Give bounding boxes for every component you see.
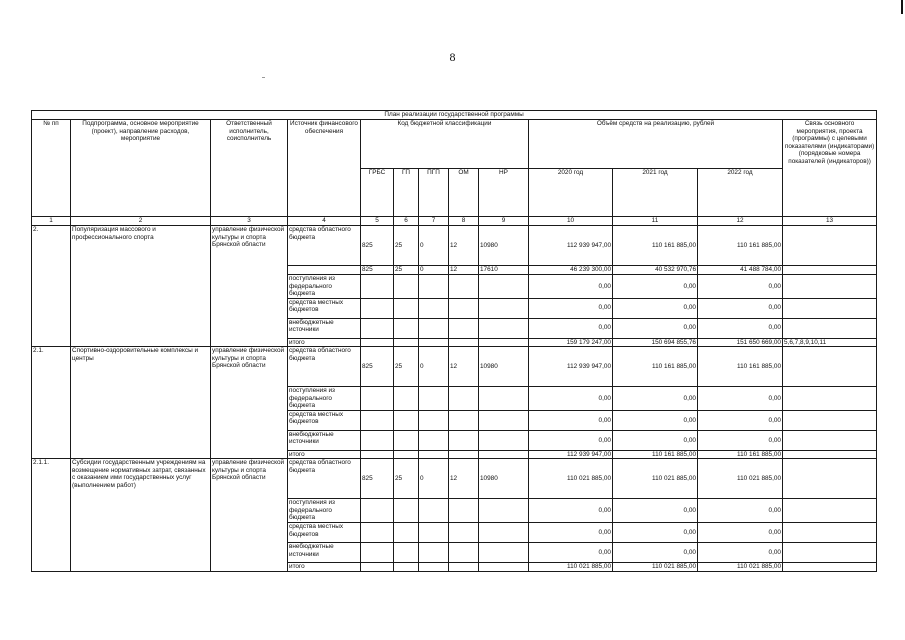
row-code-om: 12 bbox=[449, 266, 479, 275]
row-code-pgp bbox=[419, 318, 449, 338]
row-code-grbs bbox=[361, 338, 394, 347]
column-number: 2 bbox=[71, 217, 211, 226]
row-code-grbs bbox=[361, 450, 394, 459]
row-code-nr bbox=[479, 499, 529, 523]
row-code-pgp bbox=[419, 387, 449, 411]
header-grbs: ГРБС bbox=[361, 168, 394, 217]
row-executor: управление физической культуры и спорта Брянской области bbox=[211, 347, 288, 459]
row-code-grbs: 825 bbox=[361, 347, 394, 387]
table-title: План реализации государственной программы bbox=[32, 111, 877, 120]
row-amount-y2020: 0,00 bbox=[529, 298, 613, 318]
row-code-om bbox=[449, 450, 479, 459]
row-amount-y2020: 0,00 bbox=[529, 523, 613, 543]
row-code-grbs bbox=[361, 318, 394, 338]
scan-dot bbox=[262, 77, 265, 78]
row-amount-y2022: 110 161 885,00 bbox=[698, 226, 783, 266]
row-code-om bbox=[449, 499, 479, 523]
row-source: внебюджетные источники bbox=[288, 430, 361, 450]
row-code-gp bbox=[394, 338, 419, 347]
row-amount-y2020: 0,00 bbox=[529, 499, 613, 523]
row-code-grbs bbox=[361, 430, 394, 450]
row-link bbox=[783, 459, 877, 499]
row-link bbox=[783, 430, 877, 450]
row-code-grbs bbox=[361, 410, 394, 430]
row-code-om: 12 bbox=[449, 459, 479, 499]
row-amount-y2022: 0,00 bbox=[698, 387, 783, 411]
header-gp: ГП bbox=[394, 168, 419, 217]
row-code-gp bbox=[394, 410, 419, 430]
row-code-gp: 25 bbox=[394, 347, 419, 387]
row-source: средства местных бюджетов bbox=[288, 298, 361, 318]
table-row bbox=[32, 459, 877, 499]
row-code-gp: 25 bbox=[394, 266, 419, 275]
row-amount-y2020: 110 021 885,00 bbox=[529, 459, 613, 499]
row-code-grbs bbox=[361, 543, 394, 563]
row-link bbox=[783, 347, 877, 387]
row-amount-y2022: 0,00 bbox=[698, 275, 783, 299]
row-amount-y2021: 0,00 bbox=[613, 410, 698, 430]
row-code-nr bbox=[479, 338, 529, 347]
row-amount-y2020: 0,00 bbox=[529, 318, 613, 338]
row-number: 2.1.1. bbox=[32, 459, 71, 571]
row-number: 2.1. bbox=[32, 347, 71, 459]
header-no: № пп bbox=[32, 120, 71, 217]
row-code-gp bbox=[394, 430, 419, 450]
column-number: 4 bbox=[288, 217, 361, 226]
row-code-om bbox=[449, 338, 479, 347]
column-number: 11 bbox=[613, 217, 698, 226]
row-amount-y2022: 151 650 669,00 bbox=[698, 338, 783, 347]
row-code-om bbox=[449, 563, 479, 572]
row-code-om bbox=[449, 298, 479, 318]
row-amount-y2021: 0,00 bbox=[613, 318, 698, 338]
row-code-pgp: 0 bbox=[419, 347, 449, 387]
column-number: 7 bbox=[419, 217, 449, 226]
header-nr: НР bbox=[479, 168, 529, 217]
row-link bbox=[783, 523, 877, 543]
row-code-nr bbox=[479, 543, 529, 563]
row-source: поступления из федерального бюджета bbox=[288, 275, 361, 299]
row-link bbox=[783, 226, 877, 266]
row-amount-y2021: 110 161 885,00 bbox=[613, 450, 698, 459]
row-amount-y2022: 110 161 885,00 bbox=[698, 450, 783, 459]
row-code-pgp bbox=[419, 430, 449, 450]
row-amount-y2021: 150 694 855,76 bbox=[613, 338, 698, 347]
row-amount-y2022: 110 161 885,00 bbox=[698, 347, 783, 387]
row-code-pgp: 0 bbox=[419, 459, 449, 499]
row-code-gp: 25 bbox=[394, 459, 419, 499]
row-amount-y2022: 41 488 784,00 bbox=[698, 266, 783, 275]
row-code-gp bbox=[394, 523, 419, 543]
row-code-nr bbox=[479, 298, 529, 318]
row-code-pgp bbox=[419, 450, 449, 459]
column-number: 12 bbox=[698, 217, 783, 226]
row-name: Популяризация массового и профессионального спорта bbox=[71, 226, 211, 347]
row-amount-y2021: 0,00 bbox=[613, 543, 698, 563]
row-code-nr: 10980 bbox=[479, 347, 529, 387]
row-executor: управление физической культуры и спорта Брянской области bbox=[211, 459, 288, 571]
row-code-pgp: 0 bbox=[419, 226, 449, 266]
column-number-row bbox=[32, 217, 877, 226]
column-number: 10 bbox=[529, 217, 613, 226]
row-source: средства местных бюджетов bbox=[288, 523, 361, 543]
row-code-grbs: 825 bbox=[361, 459, 394, 499]
header-executor: Ответственный исполнитель, соисполнитель bbox=[211, 120, 288, 217]
row-amount-y2020: 0,00 bbox=[529, 410, 613, 430]
row-amount-y2022: 0,00 bbox=[698, 523, 783, 543]
row-code-grbs bbox=[361, 563, 394, 572]
row-amount-y2022: 110 021 885,00 bbox=[698, 563, 783, 572]
row-source: итого bbox=[288, 338, 361, 347]
table-row bbox=[32, 347, 877, 387]
row-amount-y2020: 112 939 947,00 bbox=[529, 347, 613, 387]
row-source: средства областного бюджета bbox=[288, 459, 361, 499]
row-amount-y2020: 0,00 bbox=[529, 387, 613, 411]
row-code-nr: 10980 bbox=[479, 459, 529, 499]
row-code-om: 12 bbox=[449, 347, 479, 387]
row-link bbox=[783, 450, 877, 459]
row-link bbox=[783, 318, 877, 338]
row-amount-y2020: 112 939 947,00 bbox=[529, 450, 613, 459]
row-amount-y2022: 0,00 bbox=[698, 430, 783, 450]
plan-table bbox=[31, 110, 877, 572]
row-code-nr bbox=[479, 523, 529, 543]
row-amount-y2020: 112 939 947,00 bbox=[529, 226, 613, 266]
row-code-om bbox=[449, 543, 479, 563]
row-amount-y2020: 110 021 885,00 bbox=[529, 563, 613, 572]
header-om: ОМ bbox=[449, 168, 479, 217]
row-code-pgp bbox=[419, 543, 449, 563]
row-source: итого bbox=[288, 450, 361, 459]
column-number: 13 bbox=[783, 217, 877, 226]
column-number: 8 bbox=[449, 217, 479, 226]
page-number: 8 bbox=[449, 50, 456, 64]
column-number: 6 bbox=[394, 217, 419, 226]
row-code-nr bbox=[479, 563, 529, 572]
row-code-pgp bbox=[419, 275, 449, 299]
row-amount-y2021: 0,00 bbox=[613, 499, 698, 523]
row-code-grbs bbox=[361, 275, 394, 299]
row-amount-y2022: 110 021 885,00 bbox=[698, 459, 783, 499]
row-code-nr bbox=[479, 410, 529, 430]
header-2022: 2022 год bbox=[698, 168, 783, 217]
row-code-om bbox=[449, 410, 479, 430]
row-amount-y2021: 110 161 885,00 bbox=[613, 347, 698, 387]
row-amount-y2022: 0,00 bbox=[698, 410, 783, 430]
row-amount-y2021: 0,00 bbox=[613, 387, 698, 411]
row-amount-y2022: 0,00 bbox=[698, 318, 783, 338]
column-number: 9 bbox=[479, 217, 529, 226]
row-source: поступления из федерального бюджета bbox=[288, 499, 361, 523]
row-link bbox=[783, 387, 877, 411]
row-code-grbs: 825 bbox=[361, 226, 394, 266]
row-amount-y2020: 159 179 247,00 bbox=[529, 338, 613, 347]
row-amount-y2021: 0,00 bbox=[613, 430, 698, 450]
header-pgp: ПГП bbox=[419, 168, 449, 217]
row-amount-y2022: 0,00 bbox=[698, 499, 783, 523]
row-amount-y2020: 0,00 bbox=[529, 430, 613, 450]
row-number: 2. bbox=[32, 226, 71, 347]
row-source: итого bbox=[288, 563, 361, 572]
row-name: Спортивно-оздоровительные комплексы и центры bbox=[71, 347, 211, 459]
row-code-om bbox=[449, 275, 479, 299]
row-code-gp bbox=[394, 563, 419, 572]
row-source: средства областного бюджета bbox=[288, 226, 361, 266]
row-code-pgp: 0 bbox=[419, 266, 449, 275]
row-source: внебюджетные источники bbox=[288, 543, 361, 563]
row-code-nr bbox=[479, 387, 529, 411]
row-code-nr: 10980 bbox=[479, 226, 529, 266]
row-name: Субсидии государственным учреждениям на возмещение нормативных затрат, связанных с оказанием ими государственных услуг (выполнением работ) bbox=[71, 459, 211, 571]
row-code-nr bbox=[479, 275, 529, 299]
row-code-grbs bbox=[361, 523, 394, 543]
row-executor: управление физической культуры и спорта Брянской области bbox=[211, 226, 288, 347]
column-number: 5 bbox=[361, 217, 394, 226]
header-budget-class: Код бюджетной классификации bbox=[361, 120, 529, 169]
row-amount-y2021: 0,00 bbox=[613, 298, 698, 318]
row-code-pgp bbox=[419, 338, 449, 347]
row-code-nr: 17610 bbox=[479, 266, 529, 275]
row-amount-y2021: 110 161 885,00 bbox=[613, 226, 698, 266]
row-link bbox=[783, 275, 877, 299]
row-source: внебюджетные источники bbox=[288, 318, 361, 338]
row-code-pgp bbox=[419, 298, 449, 318]
row-link bbox=[783, 543, 877, 563]
row-code-gp bbox=[394, 318, 419, 338]
row-amount-y2020: 0,00 bbox=[529, 275, 613, 299]
row-amount-y2021: 0,00 bbox=[613, 523, 698, 543]
row-code-gp bbox=[394, 298, 419, 318]
row-code-grbs bbox=[361, 298, 394, 318]
row-code-pgp bbox=[419, 523, 449, 543]
row-code-gp bbox=[394, 543, 419, 563]
row-code-gp bbox=[394, 499, 419, 523]
row-amount-y2020: 46 239 300,00 bbox=[529, 266, 613, 275]
plan-table-body bbox=[32, 226, 877, 572]
row-amount-y2022: 0,00 bbox=[698, 298, 783, 318]
row-code-om bbox=[449, 318, 479, 338]
row-source: поступления из федерального бюджета bbox=[288, 387, 361, 411]
row-code-gp bbox=[394, 275, 419, 299]
row-source: средства областного бюджета bbox=[288, 347, 361, 387]
row-source: средства местных бюджетов bbox=[288, 410, 361, 430]
row-link bbox=[783, 298, 877, 318]
header-volume: Объём средств на реализацию, рублей bbox=[529, 120, 783, 169]
row-amount-y2020: 0,00 bbox=[529, 543, 613, 563]
scan-edge-mark bbox=[901, 0, 903, 14]
row-code-grbs: 825 bbox=[361, 266, 394, 275]
row-amount-y2021: 0,00 bbox=[613, 275, 698, 299]
row-link bbox=[783, 266, 877, 275]
column-number: 1 bbox=[32, 217, 71, 226]
row-code-gp bbox=[394, 387, 419, 411]
row-code-nr bbox=[479, 318, 529, 338]
row-code-grbs bbox=[361, 499, 394, 523]
row-link: 5,6,7,8,9,10,11 bbox=[783, 338, 877, 347]
row-amount-y2021: 110 021 885,00 bbox=[613, 563, 698, 572]
row-code-nr bbox=[479, 450, 529, 459]
row-code-pgp bbox=[419, 563, 449, 572]
row-code-grbs bbox=[361, 387, 394, 411]
header-2020: 2020 год bbox=[529, 168, 613, 217]
row-code-om bbox=[449, 387, 479, 411]
row-source bbox=[288, 266, 361, 275]
row-amount-y2021: 40 532 970,76 bbox=[613, 266, 698, 275]
row-code-om: 12 bbox=[449, 226, 479, 266]
header-source: Источник финансового обеспечения bbox=[288, 120, 361, 217]
row-code-gp: 25 bbox=[394, 226, 419, 266]
row-link bbox=[783, 499, 877, 523]
row-code-pgp bbox=[419, 499, 449, 523]
row-code-om bbox=[449, 523, 479, 543]
header-name: Подпрограмма, основное мероприятие (проект), направление расходов, мероприятие bbox=[71, 120, 211, 217]
row-code-gp bbox=[394, 450, 419, 459]
row-code-pgp bbox=[419, 410, 449, 430]
row-link bbox=[783, 563, 877, 572]
table-row bbox=[32, 226, 877, 266]
header-link: Связь основного мероприятия, проекта (программы) с целевыми показателями (индикаторами) (порядковые номера показателей (индикаторов)) bbox=[783, 120, 877, 217]
header-2021: 2021 год bbox=[613, 168, 698, 217]
column-number: 3 bbox=[211, 217, 288, 226]
row-code-om bbox=[449, 430, 479, 450]
row-link bbox=[783, 410, 877, 430]
row-code-nr bbox=[479, 430, 529, 450]
row-amount-y2021: 110 021 885,00 bbox=[613, 459, 698, 499]
row-amount-y2022: 0,00 bbox=[698, 543, 783, 563]
